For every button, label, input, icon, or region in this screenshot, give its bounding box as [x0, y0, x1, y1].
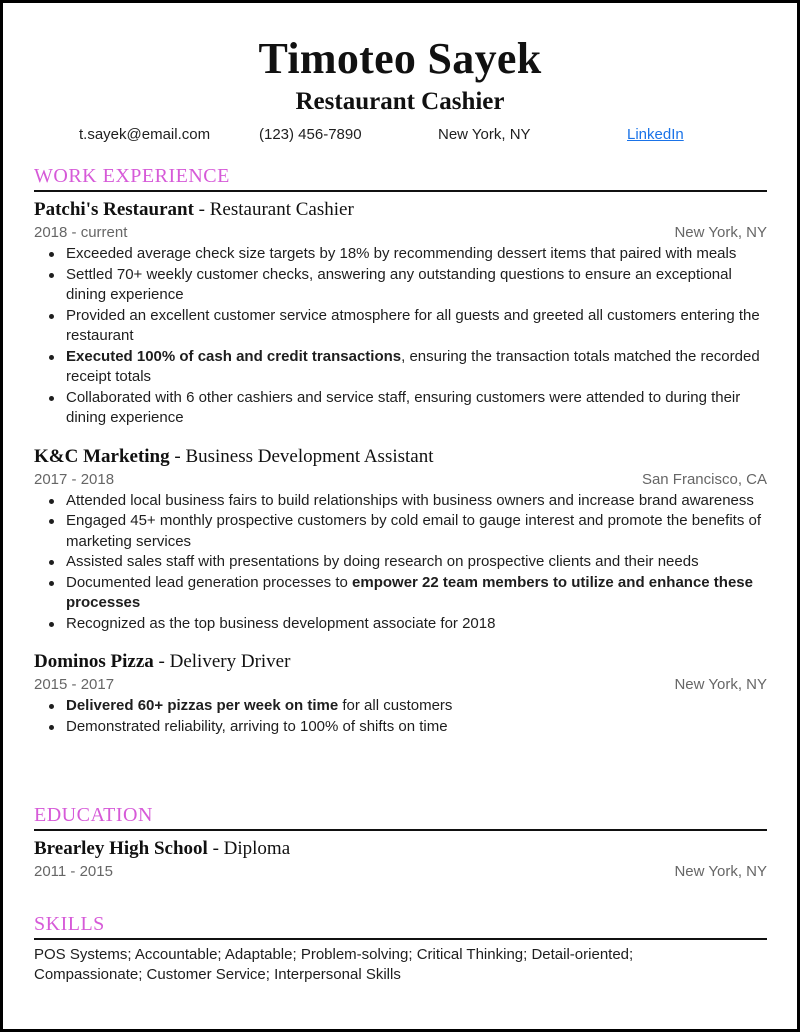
bullet-item: Demonstrated reliability, arriving to 100% of shifts on time: [34, 717, 767, 738]
bullet-item: Provided an excellent customer service atmosphere for all guests and greeted all customers entering the restaurant: [34, 306, 767, 347]
bullet-item: Collaborated with 6 other cashiers and service staff, ensuring customers were attended to during their dining experience: [34, 388, 767, 429]
job-location: New York, NY: [674, 676, 767, 693]
job-employer: Patchi's Restaurant: [34, 199, 194, 220]
bullet-item: Executed 100% of cash and credit transactions, ensuring the transaction totals matched the recorded receipt totals: [34, 347, 767, 388]
bullet-item: Exceeded average check size targets by 18% by recommending dessert items that paired with meals: [34, 244, 767, 265]
education-section: [34, 803, 767, 882]
skills-section: [34, 912, 767, 985]
education-location: New York, NY: [674, 863, 767, 880]
skills-list: POS Systems; Accountable; Adaptable; Problem-solving; Critical Thinking; Detail-oriented; Compassionate; Customer Service; Interpersonal Skills: [34, 946, 634, 983]
section-title-skills: SKILLS: [34, 913, 105, 935]
job-bullets: [34, 696, 767, 737]
job-dates: 2018 - current: [34, 224, 128, 241]
education-meta: [34, 862, 767, 882]
job-dates: 2017 - 2018: [34, 470, 115, 488]
job-heading: [34, 198, 767, 222]
section-divider: [34, 938, 767, 940]
contact-email: t.sayek@email.com: [79, 126, 211, 143]
job-employer: Dominos Pizza: [34, 651, 154, 672]
job-dates: 2015 - 2017: [34, 676, 115, 693]
job-entry: [34, 198, 767, 429]
bullet-item: Recognized as the top business development associate for 2018: [34, 614, 767, 635]
job-role: Business Development Assistant: [185, 445, 434, 467]
job-entry: [34, 650, 767, 737]
job-location: San Francisco, CA: [641, 470, 767, 488]
contact-bar: [0, 126, 800, 146]
job-employer: K&C Marketing: [34, 445, 170, 467]
candidate-name: Timoteo Sayek: [258, 34, 542, 83]
education-entry: [34, 837, 767, 882]
bullet-item: Documented lead generation processes to empower 22 team members to utilize and enhance these processes: [34, 573, 767, 614]
section-divider: [34, 829, 767, 831]
job-separator: -: [198, 199, 205, 220]
job-bullets: [34, 491, 767, 635]
bullet-item: Attended local business fairs to build relationships with business owners and increase brand awareness: [34, 491, 767, 512]
resume-header: [0, 33, 800, 117]
job-role: Delivery Driver: [169, 651, 291, 672]
job-heading: [34, 445, 767, 469]
job-separator: -: [158, 651, 165, 672]
contact-location: New York, NY: [438, 126, 531, 143]
education-degree: Diploma: [223, 838, 291, 859]
work-experience-section: [34, 164, 767, 737]
section-divider: [34, 190, 767, 192]
linkedin-link[interactable]: LinkedIn: [627, 126, 684, 143]
job-meta: [34, 223, 767, 243]
job-heading: [34, 650, 767, 674]
job-meta: [34, 470, 767, 490]
education-separator: -: [212, 838, 219, 859]
section-title-work: WORK EXPERIENCE: [34, 165, 230, 187]
candidate-title: Restaurant Cashier: [295, 88, 505, 115]
education-heading: [34, 837, 767, 861]
bullet-item: Engaged 45+ monthly prospective customers by cold email to gauge interest and promote the benefits of marketing services: [34, 511, 767, 552]
contact-phone: (123) 456-7890: [259, 126, 362, 143]
bullet-item: Delivered 60+ pizzas per week on time for all customers: [34, 696, 767, 717]
job-role: Restaurant Cashier: [209, 199, 354, 220]
education-school: Brearley High School: [34, 838, 208, 859]
education-dates: 2011 - 2015: [34, 863, 113, 880]
job-entry: [34, 445, 767, 635]
section-title-education: EDUCATION: [34, 804, 153, 826]
bullet-item: Assisted sales staff with presentations by doing research on prospective clients and their needs: [34, 552, 767, 573]
job-location: New York, NY: [674, 224, 767, 241]
job-separator: -: [174, 445, 181, 467]
job-meta: [34, 675, 767, 695]
job-bullets: [34, 244, 767, 429]
bullet-item: Settled 70+ weekly customer checks, answering any outstanding questions to ensure an exceptional dining experience: [34, 265, 767, 306]
